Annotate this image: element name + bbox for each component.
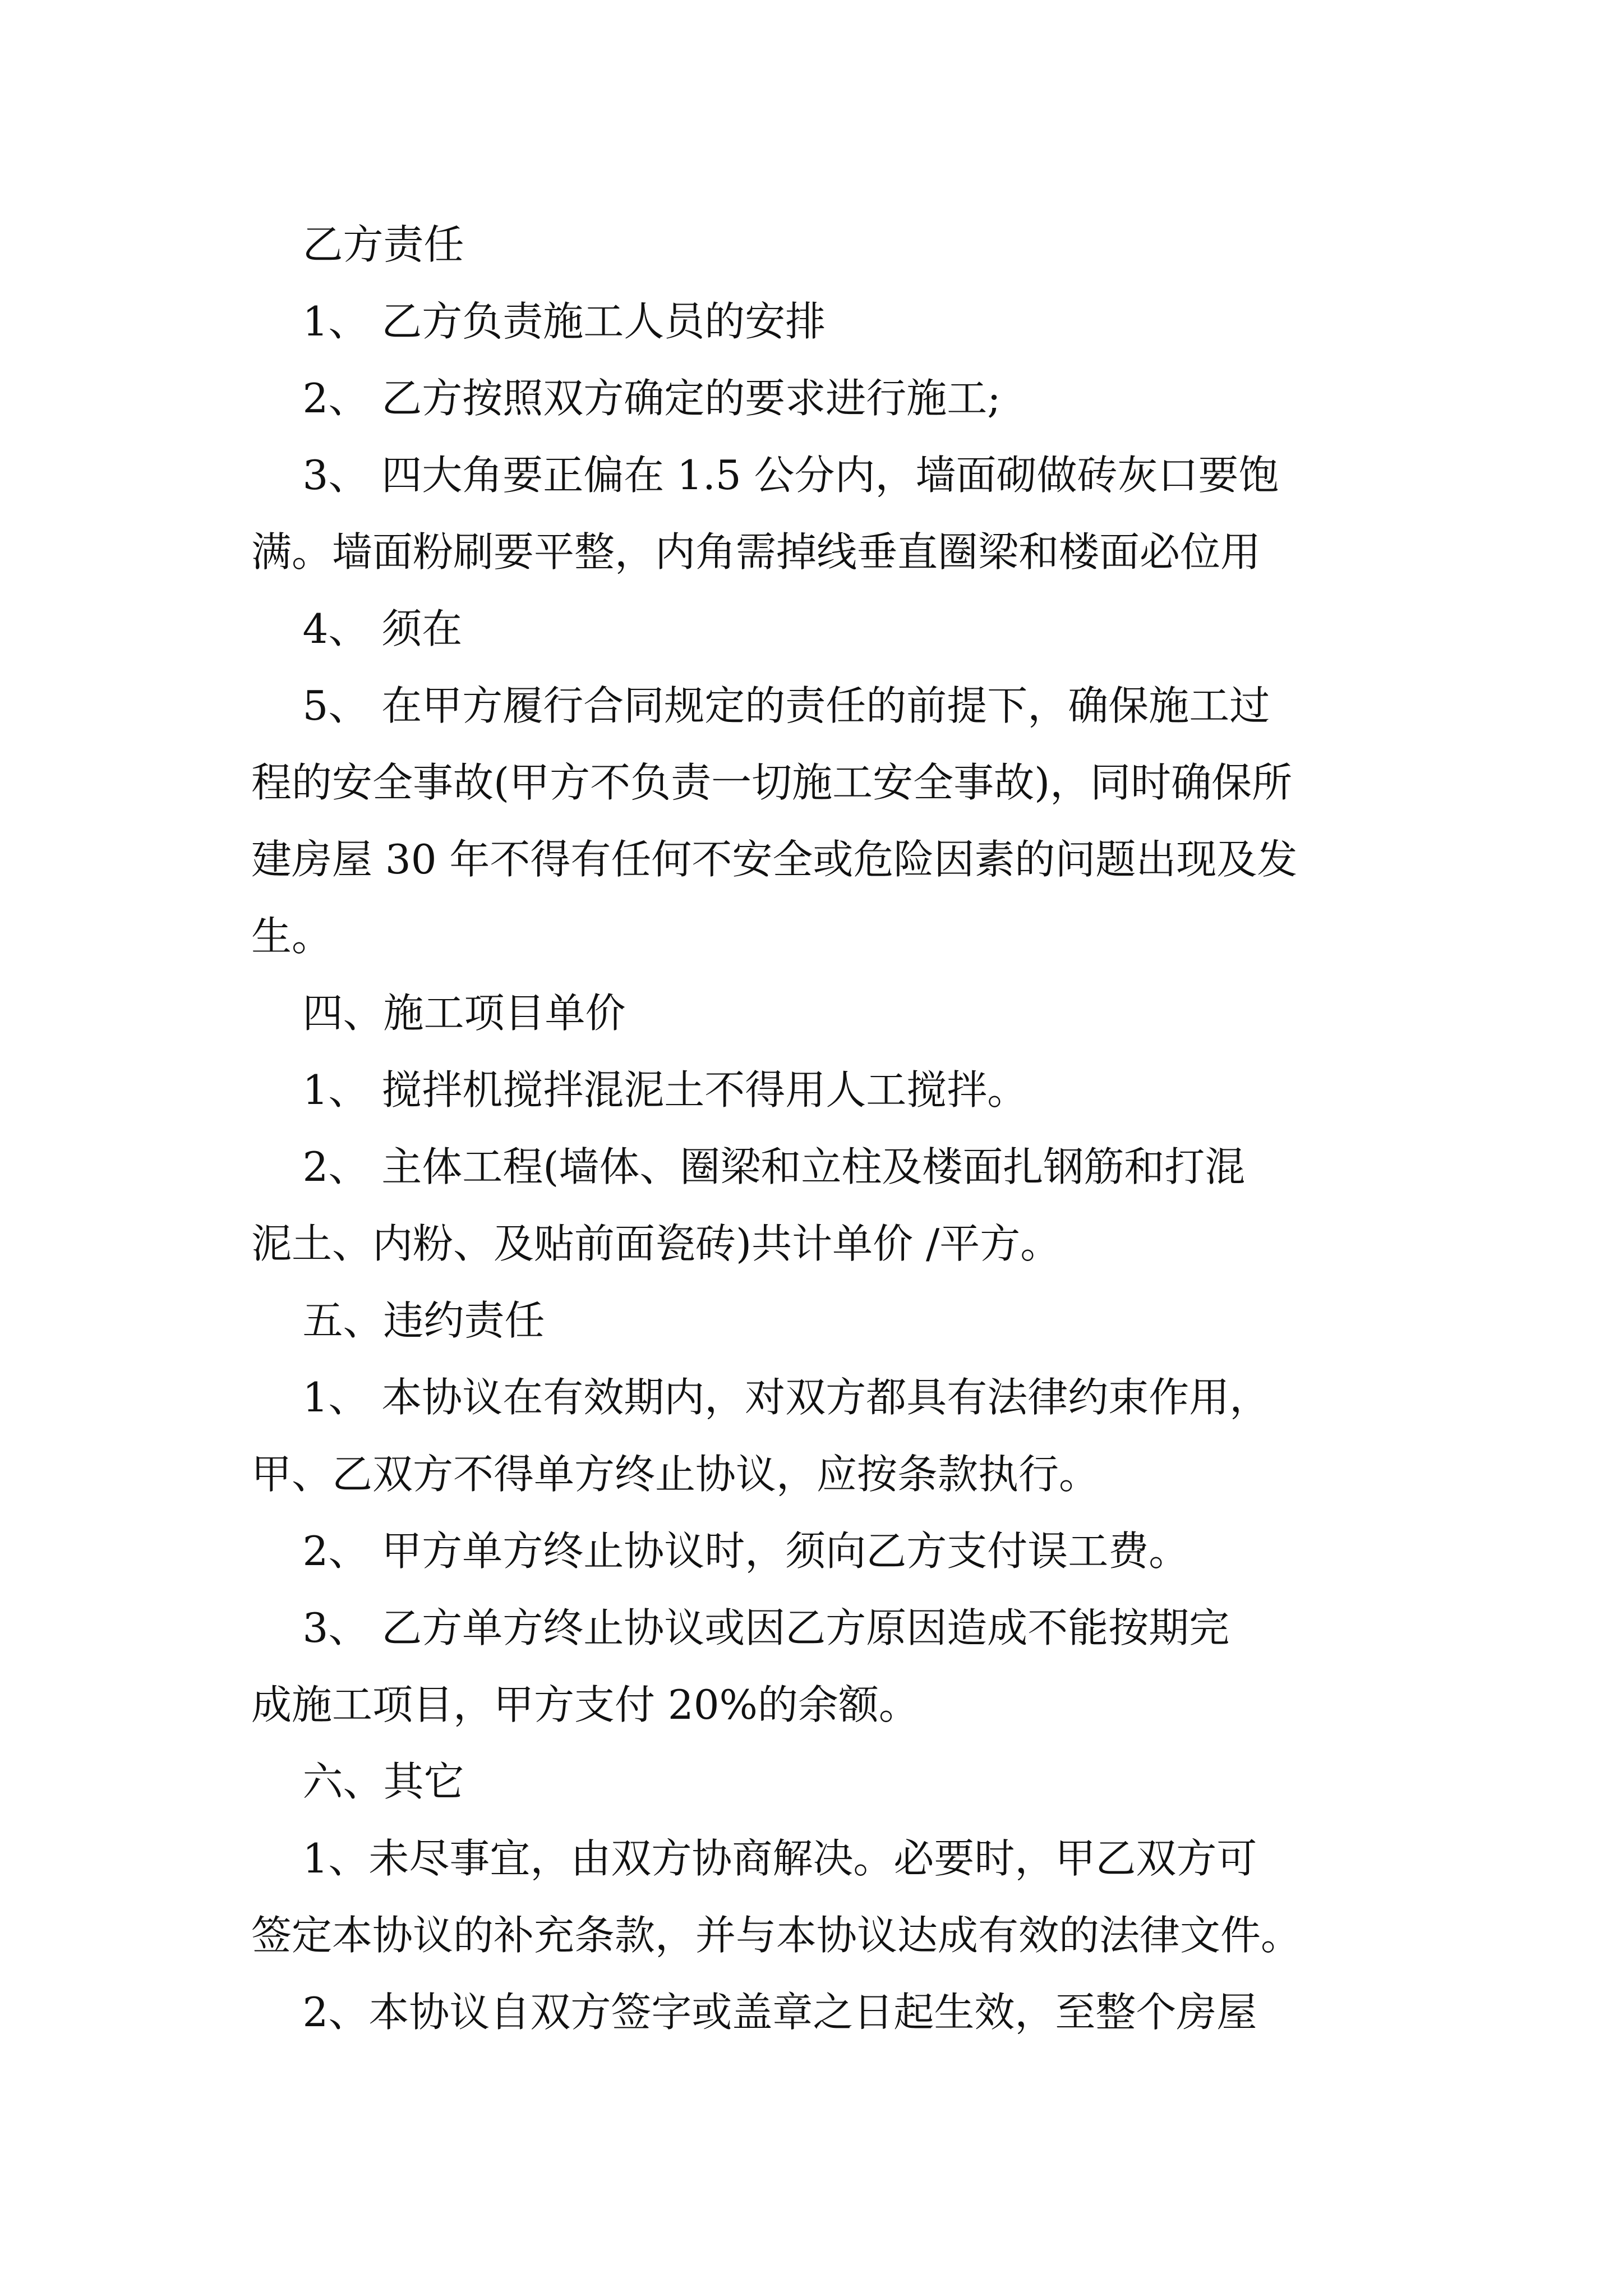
heading-party-b-responsibility: 乙方责任 <box>251 221 464 268</box>
paragraph-line: 1、 乙方负责施工人员的安排 <box>251 298 826 345</box>
paragraph-line: 泥土、内粉、及贴前面瓷砖)共计单价 /平方。 <box>251 1220 1061 1267</box>
paragraph-line: 5、 在甲方履行合同规定的责任的前提下，确保施工过 <box>251 682 1270 729</box>
paragraph-line: 2、 乙方按照双方确定的要求进行施工; <box>251 375 1001 422</box>
paragraph-line: 4、 须在 <box>251 605 463 652</box>
section-heading-other: 六、其它 <box>251 1758 464 1805</box>
paragraph-line: 建房屋 30 年不得有任何不安全或危险因素的问题出现及发 <box>251 836 1298 883</box>
paragraph-line: 成施工项目，甲方支付 20%的余额。 <box>251 1681 919 1728</box>
paragraph-line: 签定本协议的补充条款，并与本协议达成有效的法律文件。 <box>251 1912 1302 1959</box>
paragraph-line: 程的安全事故(甲方不负责一切施工安全事故)，同时确保所 <box>251 759 1293 806</box>
paragraph-line: 1、未尽事宜，由双方协商解决。必要时，甲乙双方可 <box>251 1835 1257 1882</box>
paragraph-line: 2、本协议自双方签字或盖章之日起生效，至整个房屋 <box>251 1989 1257 2036</box>
paragraph-line: 甲、乙双方不得单方终止协议，应按条款执行。 <box>251 1451 1100 1498</box>
section-heading-breach-liability: 五、违约责任 <box>251 1297 545 1344</box>
paragraph-line: 3、 四大角要正偏在 1.5 公分内，墙面砌做砖灰口要饱 <box>251 452 1279 499</box>
paragraph-line: 生。 <box>251 913 333 960</box>
paragraph-line: 2、 甲方单方终止协议时，须向乙方支付误工费。 <box>251 1527 1189 1575</box>
paragraph-line: 满。墙面粉刷要平整，内角需掉线垂直圈梁和楼面必位用 <box>251 528 1261 576</box>
document-body <box>251 206 1390 2051</box>
paragraph-line: 1、 搅拌机搅拌混泥土不得用人工搅拌。 <box>251 1066 1028 1114</box>
paragraph-line: 2、 主体工程(墙体、圈梁和立柱及楼面扎钢筋和打混 <box>251 1143 1246 1190</box>
paragraph-line: 1、 本协议在有效期内，对双方都具有法律约束作用， <box>251 1374 1270 1421</box>
section-heading-unit-price: 四、施工项目单价 <box>251 990 626 1037</box>
paragraph-line: 3、 乙方单方终止协议或因乙方原因造成不能按期完 <box>251 1604 1230 1651</box>
